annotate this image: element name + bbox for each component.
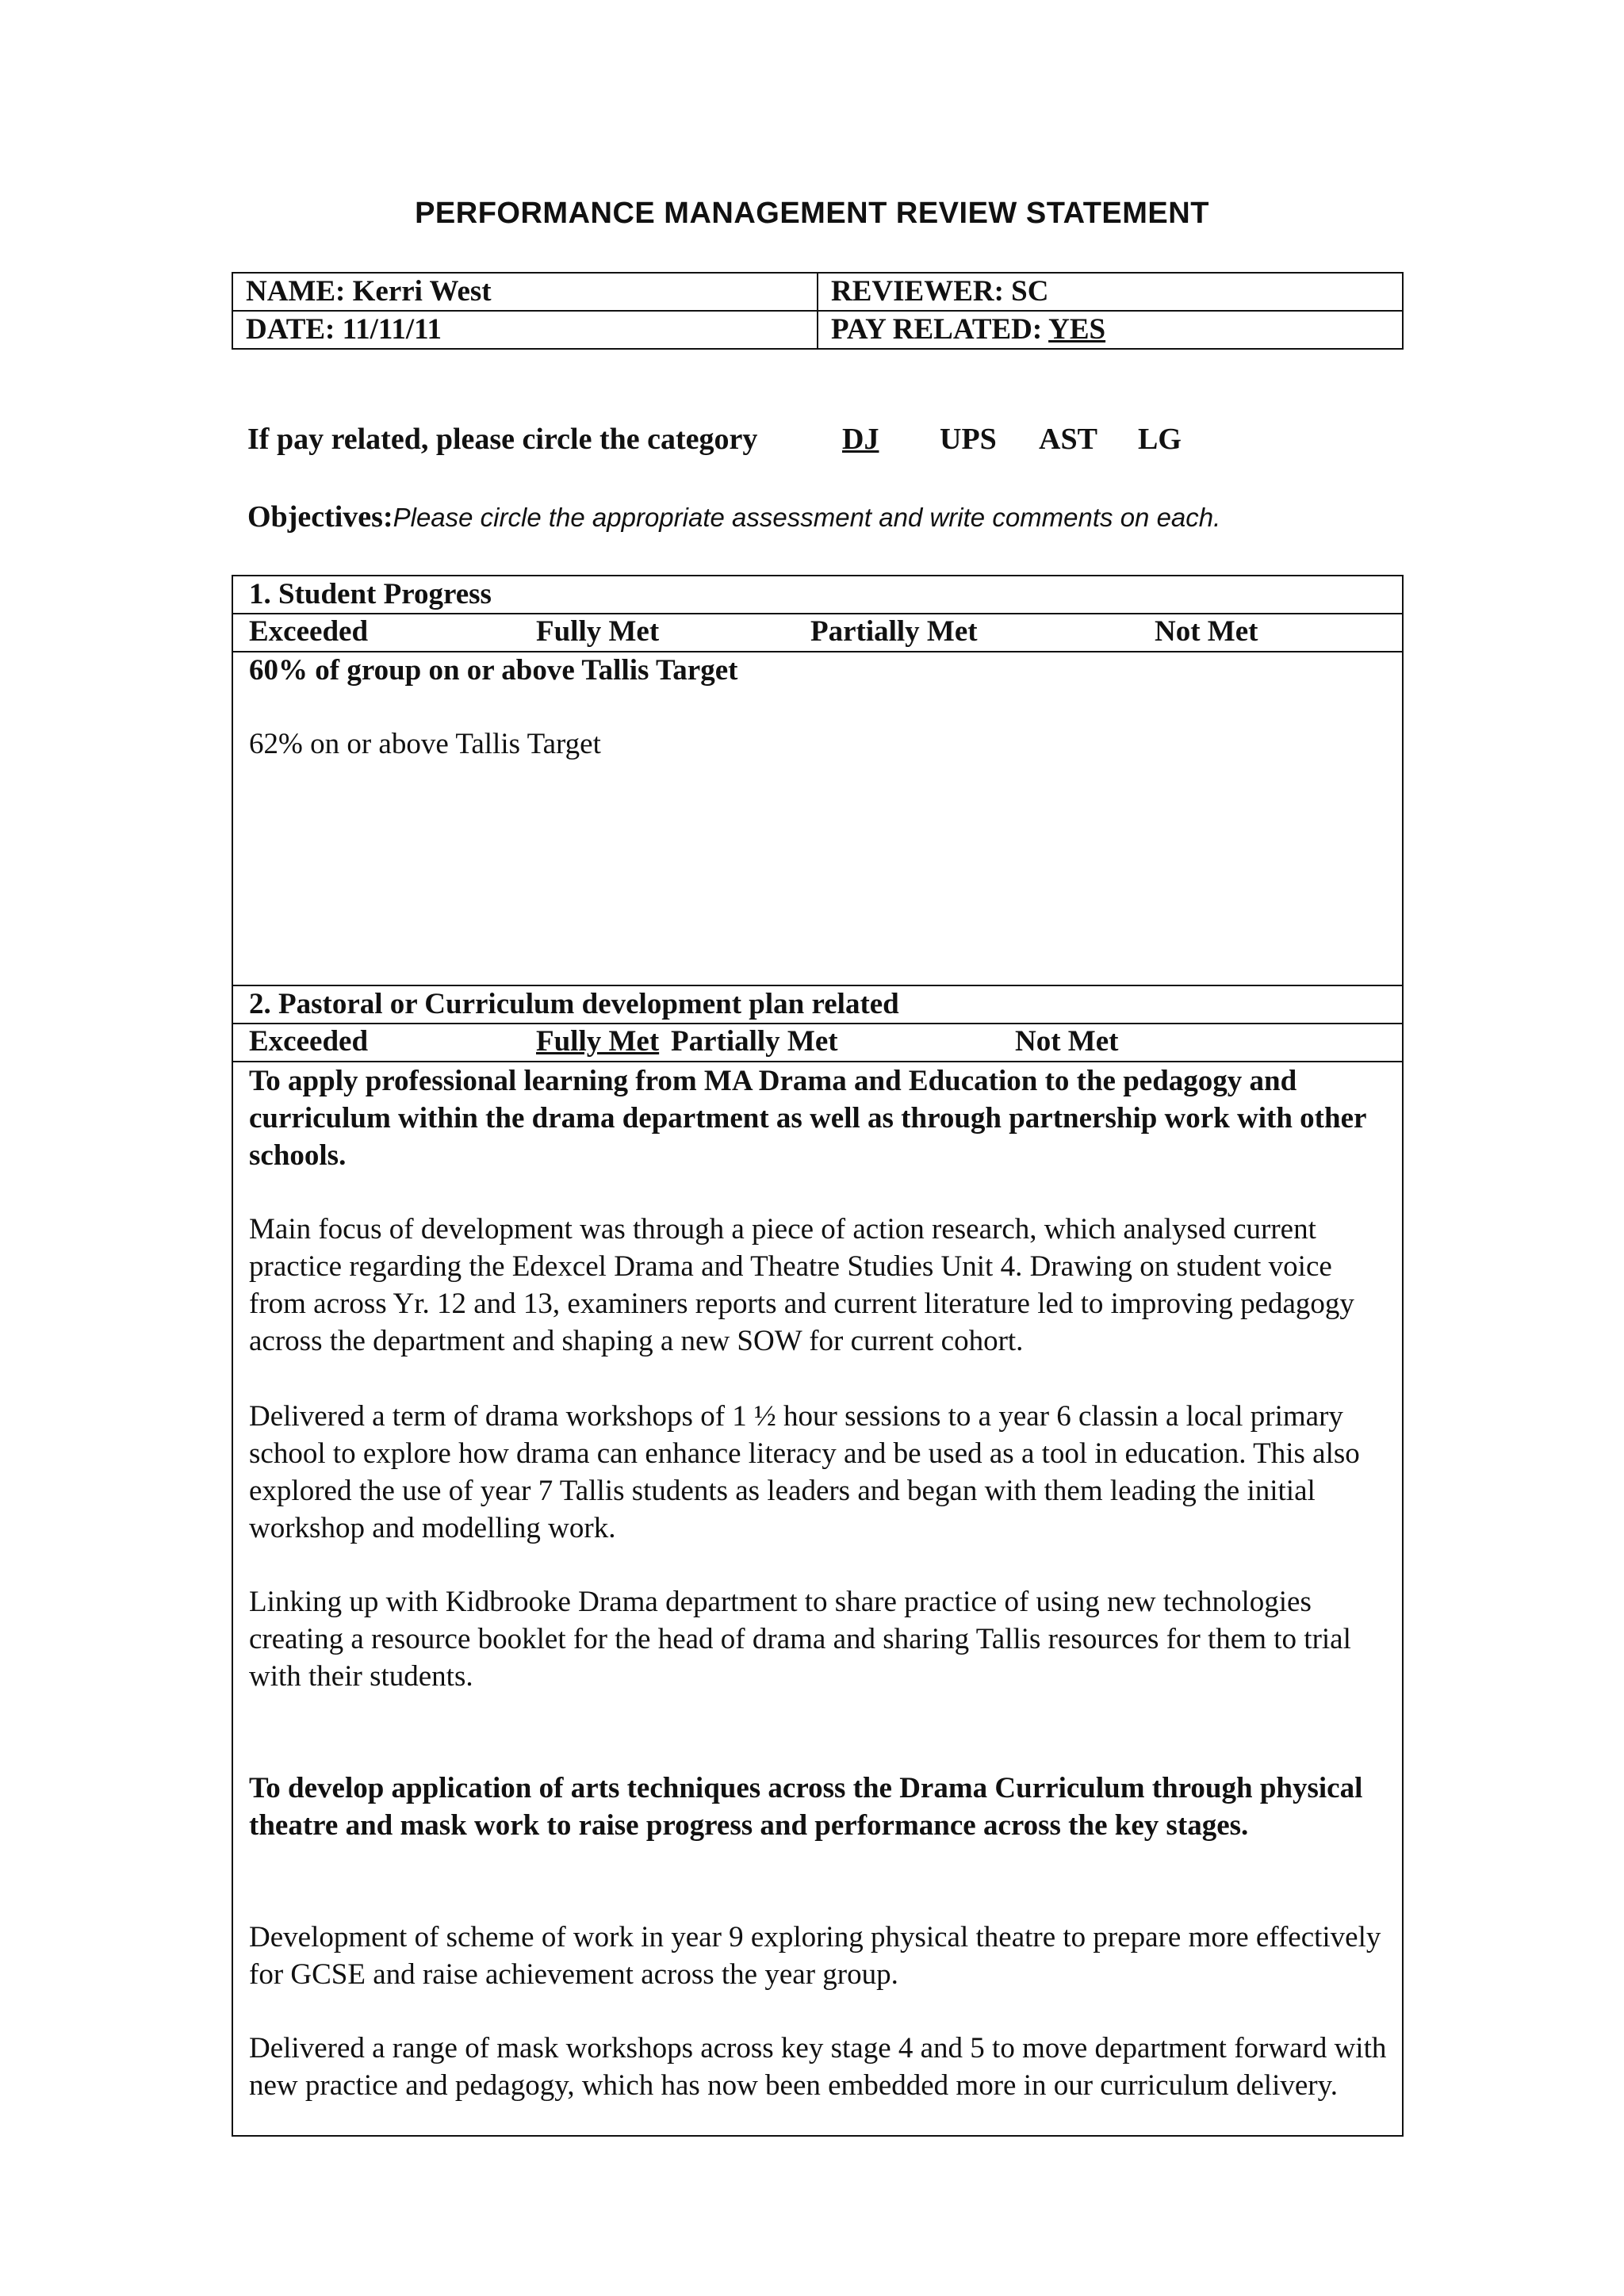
objective1-rating-not-met[interactable]: Not Met (1155, 615, 1258, 648)
objective2-paragraph-a3: Linking up with Kidbrooke Drama department to share practice of using new technologies creating a resource booklet for the head of drama and sharing Tallis resources for them to trial with their students. (249, 1586, 1351, 1693)
objective2-rating-exceeded[interactable]: Exceeded (249, 1025, 369, 1058)
info-table (232, 272, 1404, 350)
date-cell: DATE: 11/11/11 (232, 311, 818, 349)
pay-related-cell (818, 311, 1403, 349)
objective1-comment: 62% on or above Tallis Target (249, 728, 601, 760)
objective1-rating-exceeded[interactable]: Exceeded (249, 615, 369, 648)
pay-category-prompt: If pay related, please circle the category (247, 423, 758, 456)
objective1-rating-fully-met[interactable]: Fully Met (536, 615, 660, 648)
objective2-paragraph-a2: Delivered a term of drama workshops of 1 ½ hour sessions to a year 6 classin a local primary school to explore how drama can enhance literacy and be used as a tool in education. This also explored the use of year 7 Tallis students as leaders and began with them leading the initial workshop and modelling work. (249, 1400, 1360, 1544)
objectives-hint: Please circle the appropriate assessment and write comments on each. (393, 503, 1221, 532)
objective2-paragraph-a1: Main focus of development was through a piece of action research, which analysed current practice regarding the Edexcel Drama and Theatre Studies Unit 4. Drawing on student voice from across Yr. 12 and 13, examiners reports and current literature led to improving pedagogy across the department and shaping a new SOW for current cohort. (249, 1213, 1354, 1357)
name-cell: NAME: Kerri West (232, 273, 818, 311)
info-row-2 (232, 311, 1403, 349)
objective2-target-a: To apply professional learning from MA Drama and Education to the pedagogy and curriculum within the drama department as well as through partnership work with other schools. (249, 1065, 1366, 1172)
objective2-paragraph-b2: Delivered a range of mask workshops across key stage 4 and 5 to move department forward with new practice and pedagogy, which has now been embedded more in our curriculum delivery. (249, 2032, 1387, 2102)
pay-option-dj[interactable]: DJ (842, 423, 879, 456)
objective1-heading: 1. Student Progress (249, 578, 492, 610)
objective2-heading: 2. Pastoral or Curriculum development plan related (249, 988, 899, 1020)
objective2-rating-fully-met[interactable]: Fully Met (536, 1025, 660, 1058)
objective1-rating-partially-met[interactable]: Partially Met (810, 615, 978, 648)
reviewer-cell: REVIEWER: SC (818, 273, 1403, 311)
objectives-instructions (247, 499, 1220, 534)
objectives-label: Objectives: (247, 500, 393, 534)
pay-related-value: YES (1048, 313, 1106, 346)
info-row-1 (232, 273, 1403, 311)
objective2-rating-partially-met[interactable]: Partially Met (671, 1025, 838, 1058)
objective1-target: 60% of group on or above Tallis Target (249, 654, 738, 687)
objective2-paragraph-b1: Development of scheme of work in year 9 exploring physical theatre to prepare more effectively for GCSE and raise achievement across the year group. (249, 1921, 1381, 1991)
objective2-rating-not-met[interactable]: Not Met (1015, 1025, 1119, 1058)
pay-option-ast[interactable]: AST (1039, 423, 1097, 456)
pay-option-ups[interactable]: UPS (940, 423, 997, 456)
document-title: PERFORMANCE MANAGEMENT REVIEW STATEMENT (415, 197, 1209, 230)
pay-related-label: PAY RELATED: (831, 313, 1049, 346)
pay-option-lg[interactable]: LG (1138, 423, 1182, 456)
objectives-table (232, 575, 1404, 2137)
objective2-target-b: To develop application of arts techniques across the Drama Curriculum through physical theatre and mask work to raise progress and performance across the key stages. (249, 1772, 1363, 1842)
